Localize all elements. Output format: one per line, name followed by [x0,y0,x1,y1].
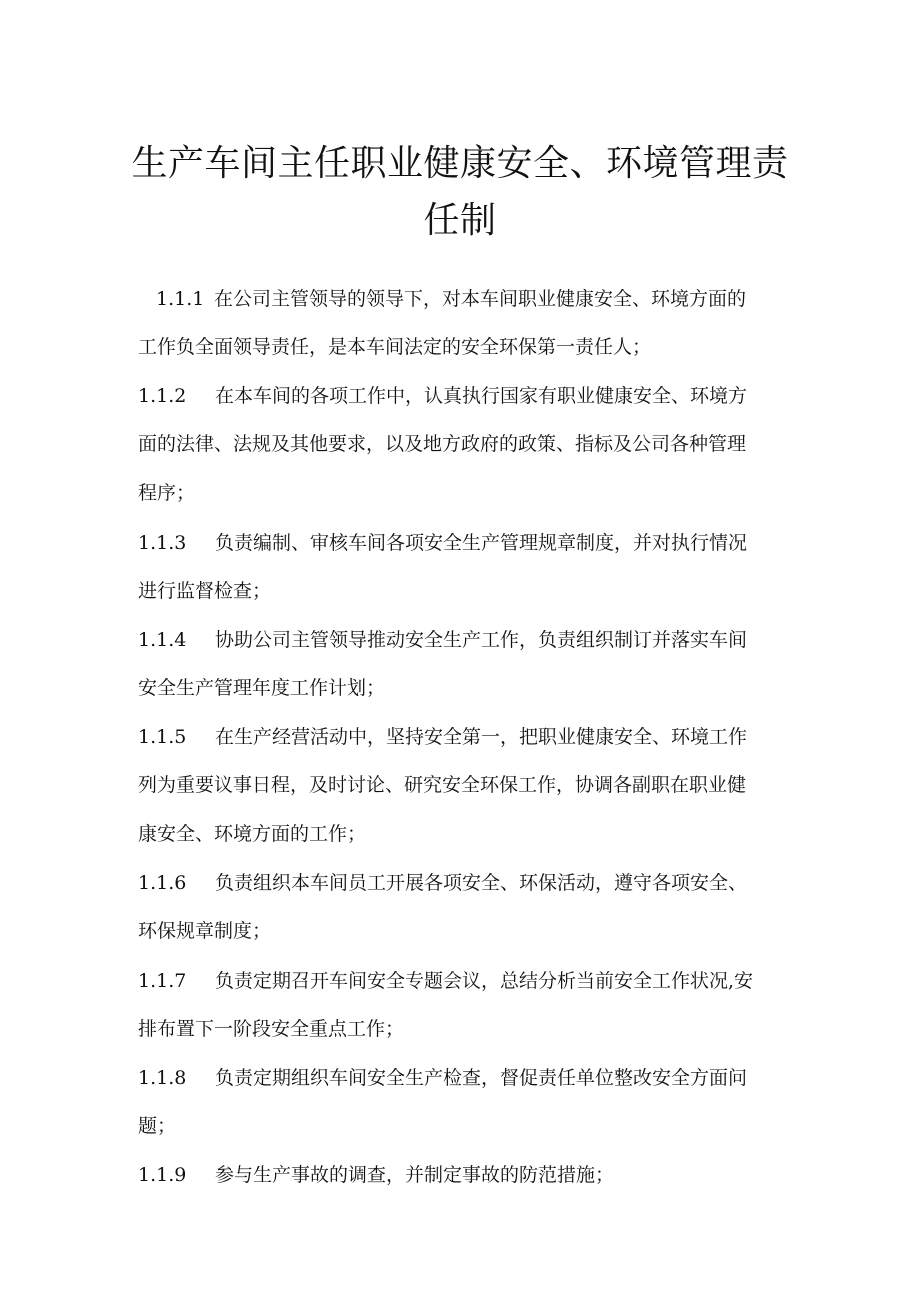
clause-number: 1.1.5 [138,726,187,748]
clause-number: 1.1.2 [138,385,187,407]
clause-number: 1.1.6 [138,872,187,894]
clause-number: 1.1.9 [138,1164,187,1186]
document-title-line-2: 任制 [423,200,497,241]
clause-number: 1.1.8 [138,1067,187,1089]
clause-1-1-4-line-1 [138,627,747,653]
clause-1-1-3-line-2: 进行监督检查； [138,580,272,602]
clause-text: 在公司主管领导的领导下，对本车间职业健康安全、环境方面的 [214,288,747,310]
clause-1-1-5-line-1 [138,724,747,750]
clause-text: 在本车间的各项工作中，认真执行国家有职业健康安全、环境方 [215,385,748,407]
clause-1-1-8-line-1 [138,1065,747,1091]
clause-text: 参与生产事故的调查，并制定事故的防范措施； [215,1164,615,1186]
clause-1-1-2-line-3: 程序； [138,482,196,504]
clause-text: 协助公司主管领导推动安全生产工作，负责组织制订并落实车间 [215,629,748,651]
clause-text: 负责定期组织车间安全生产检查，督促责任单位整改安全方面问 [215,1067,748,1089]
clause-1-1-4-line-2: 安全生产管理年度工作计划； [138,677,386,699]
clause-number: 1.1.4 [138,629,187,651]
clause-number: 1.1.3 [138,532,187,554]
clause-text: 在生产经营活动中，坚持安全第一，把职业健康安全、环境工作 [215,726,748,748]
clause-1-1-1-line-2: 工作负全面领导责任，是本车间法定的安全环保第一责任人； [138,336,652,358]
clause-1-1-8-line-2: 题； [138,1115,177,1137]
clause-1-1-6-line-2: 环保规章制度； [138,920,272,942]
clause-text: 负责定期召开车间安全专题会议，总结分析当前安全工作状况,安 [215,970,754,992]
clause-1-1-6-line-1 [138,870,747,896]
clause-number: 1.1.1 [156,288,205,310]
clause-1-1-7-line-1 [138,968,753,994]
document-title-line-1: 生产车间主任职业健康安全、环境管理责 [131,143,789,184]
clause-1-1-3-line-1 [138,530,747,556]
clause-1-1-9-line-1 [138,1162,614,1188]
clause-number: 1.1.7 [138,970,187,992]
clause-text: 负责编制、审核车间各项安全生产管理规章制度，并对执行情况 [215,532,748,554]
clause-1-1-5-line-3: 康安全、环境方面的工作； [138,823,367,845]
clause-1-1-2-line-2: 面的法律、法规及其他要求，以及地方政府的政策、指标及公司各种管理 [138,433,747,455]
clause-1-1-2-line-1 [138,383,747,409]
clause-1-1-7-line-2: 排布置下一阶段安全重点工作； [138,1018,405,1040]
clause-text: 负责组织本车间员工开展各项安全、环保活动，遵守各项安全、 [215,872,748,894]
clause-1-1-1-line-1 [138,286,746,312]
clause-1-1-5-line-2: 列为重要议事日程，及时讨论、研究安全环保工作，协调各副职在职业健 [138,774,747,796]
